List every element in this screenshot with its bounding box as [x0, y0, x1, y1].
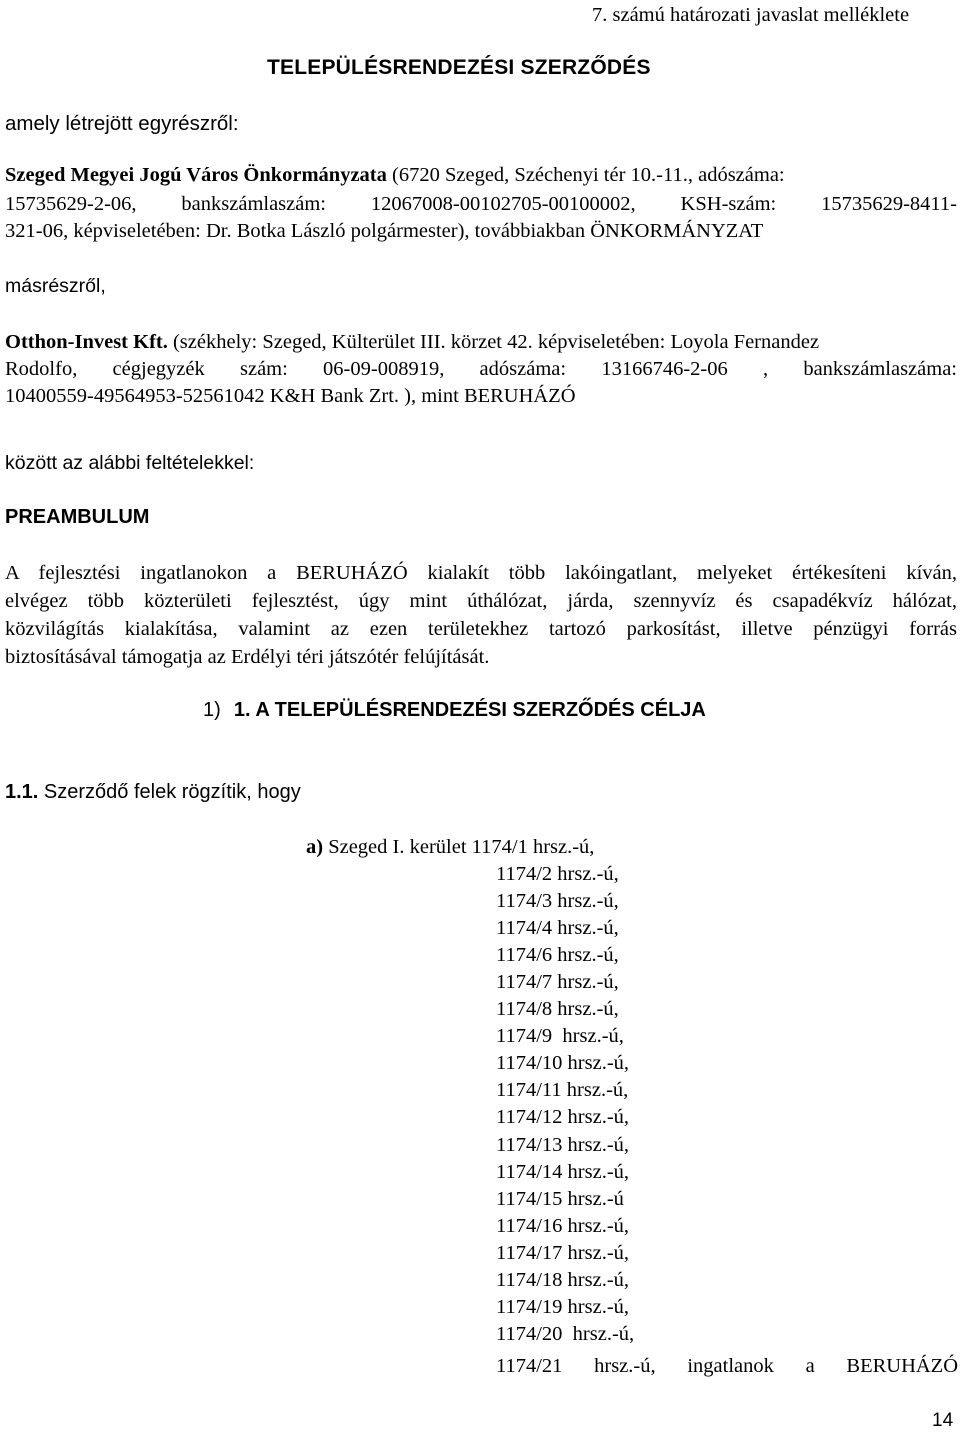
- plot-last-word-4: a: [805, 1355, 815, 1377]
- party1-name: Szeged Megyei Jogú Város Önkormányzata: [5, 164, 387, 186]
- party1-line1: [5, 164, 957, 192]
- party1-line2: 15735629-2-06, bankszámlaszám: 12067008-00102705-00100002, KSH-szám: 15735629-8411-: [5, 193, 957, 215]
- plot-item: 1174/2 hrsz.-ú,: [496, 863, 619, 885]
- plot-item: 1174/12 hrsz.-ú,: [496, 1106, 630, 1129]
- plot-item: 1174/10 hrsz.-ú,: [496, 1052, 630, 1075]
- preamble-heading: PREAMBULUM: [5, 506, 150, 528]
- plot-last-word-2: hrsz.-ú,: [594, 1355, 656, 1377]
- plot-item: 1174/4 hrsz.-ú,: [496, 917, 619, 940]
- plot-item: 1174/6 hrsz.-ú,: [496, 944, 619, 967]
- preamble-line-2: elvégez több közterületi fejlesztést, úgy mint úthálózat, járda, szennyvíz és csapadékvíz hálózat,: [5, 590, 957, 612]
- plot-item: 1174/20 hrsz.-ú,: [496, 1322, 635, 1345]
- party2-line1-rest: (székhely: Szeged, Külterület III. körzet 42. képviseletében: Loyola Fernandez: [172, 331, 820, 353]
- clause-1-1: [5, 781, 301, 804]
- preamble-line-3: közvilágítás kialakítása, valamint az ezen területekhez tartozó parkosítást, illetve pénzügyi forrás: [5, 618, 957, 640]
- plot-first-line: [306, 836, 594, 859]
- party2-line2: Rodolfo, cégjegyzék szám: 06-09-008919, adószáma: 13166746-2-06 , bankszámlaszáma:: [5, 358, 957, 380]
- plot-item: 1174/3 hrsz.-ú,: [496, 890, 619, 913]
- party1-line1-rest: (6720 Szeged, Széchenyi tér 10.-11., adószáma:: [392, 164, 785, 186]
- plot-item: 1174/17 hrsz.-ú,: [496, 1241, 630, 1264]
- other-side-text: másrészről,: [5, 275, 106, 297]
- document-title: TELEPÜLÉSRENDEZÉSI SZERZŐDÉS: [267, 56, 651, 79]
- plot-item: 1174/16 hrsz.-ú,: [496, 1214, 630, 1237]
- preamble-line-1: A fejlesztési ingatlanokon a BERUHÁZÓ kialakít több lakóingatlant, melyeket értékesíteni kíván,: [5, 562, 957, 584]
- plot-item: 1174/15 hrsz.-ú: [496, 1187, 624, 1210]
- plot-item: 1174/9 hrsz.-ú,: [496, 1025, 624, 1048]
- plot-item: 1174/11 hrsz.-ú,: [496, 1079, 629, 1102]
- party1-line3: 321-06, képviseletében: Dr. Botka László polgármester), továbbiakban ÖNKORMÁNYZAT: [5, 220, 764, 242]
- plot-item: 1174/14 hrsz.-ú,: [496, 1160, 630, 1183]
- section-1-title: 1. A TELEPÜLÉSRENDEZÉSI SZERZŐDÉS CÉLJA: [233, 699, 706, 721]
- section-1-heading: [203, 699, 706, 722]
- annex-note: 7. számú határozati javaslat melléklete: [592, 4, 910, 26]
- party2-name: Otthon-Invest Kft.: [5, 331, 168, 353]
- plot-last-word-5: BERUHÁZÓ: [846, 1355, 958, 1377]
- plot-item: 1174/18 hrsz.-ú,: [496, 1268, 630, 1291]
- plot-last-line: [496, 1355, 958, 1378]
- party2-line1: [5, 331, 819, 354]
- plot-first: Szeged I. kerület 1174/1 hrsz.-ú,: [328, 836, 595, 858]
- clause-1-1-text: Szerződő felek rögzítik, hogy: [43, 781, 301, 803]
- plot-last-word-3: ingatlanok: [687, 1355, 774, 1377]
- clause-1-1-number: 1.1.: [5, 781, 39, 803]
- plot-label: a): [306, 836, 324, 858]
- intro-text: amely létrejött egyrészről:: [5, 112, 239, 135]
- plot-item: 1174/19 hrsz.-ú,: [496, 1295, 630, 1318]
- plot-item: 1174/8 hrsz.-ú,: [496, 998, 619, 1021]
- plot-last-word-1: 1174/21: [496, 1355, 563, 1377]
- page-number: 14: [932, 1410, 954, 1431]
- section-1-number: 1): [203, 699, 221, 721]
- plot-item: 1174/7 hrsz.-ú,: [496, 971, 619, 994]
- party2-line3: 10400559-49564953-52561042 K&H Bank Zrt. ), mint BERUHÁZÓ: [5, 385, 576, 407]
- preamble-line-4: biztosításával támogatja az Erdélyi téri játszótér felújítását.: [5, 646, 490, 668]
- between-text: között az alábbi feltételekkel:: [5, 452, 255, 474]
- plot-item: 1174/13 hrsz.-ú,: [496, 1133, 630, 1156]
